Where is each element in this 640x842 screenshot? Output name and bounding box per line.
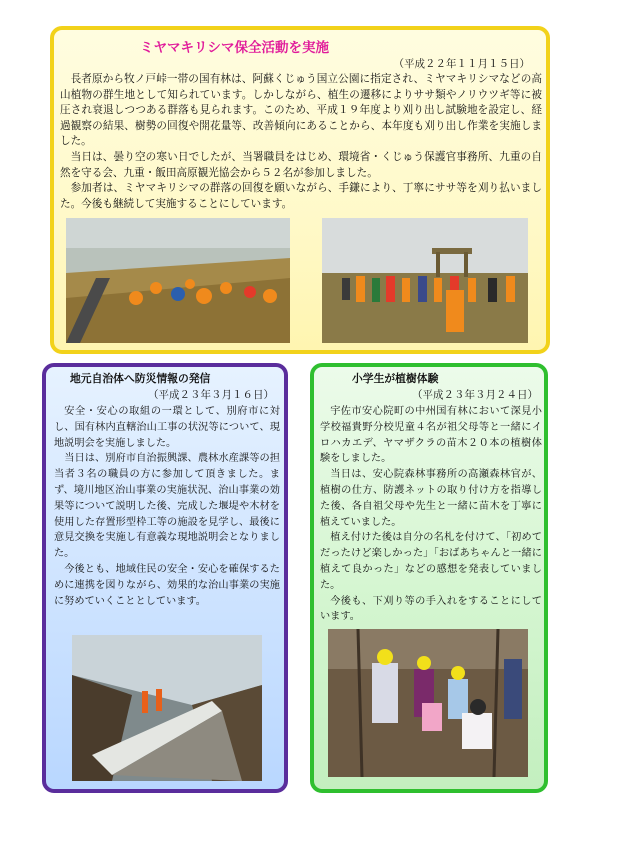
top-article-panel	[50, 26, 550, 354]
right-article-paragraph: 当日は、安心院森林事務所の高瀬森林官が、植樹の仕方、防護ネットの取り付け方を指導した後、各自祖父母や先生と一緒に苗木を丁寧に植えていました。	[320, 469, 542, 528]
top-article-paragraph: 当日は、曇り空の寒い日でしたが、当署職員をはじめ、環境省・くじゅう保護官事務所、九重の自然を守る会、九重・飯田高原観光協会から５２名が参加しました。	[60, 150, 542, 179]
right-article-paragraph: 今後も、下刈り等の手入れをすることにしています。	[320, 595, 542, 623]
left-article-paragraph: 安全・安心の取組の一環として、別府市に対し、国有林内直轄治山工事の状況等について、現地説明会を実施しました。	[54, 406, 280, 449]
left-article-date: （平成２３年３月１６日）	[148, 389, 274, 401]
photo-erosion-control-dam	[72, 635, 262, 781]
left-article-paragraph: 今後とも、地域住民の安全・安心を確保するために連携を図りながら、効果的な治山事業の実施に努めていくこととしています。	[54, 563, 280, 607]
right-article-title: 小学生が植樹体験	[352, 372, 439, 385]
right-article-paragraph: 宇佐市安心院町の中州国有林において深見小学校福貴野分校児童４名が祖父母等と一緒にイロハカエデ、ヤマザクラの苗木２０本の植樹体験をしました。	[320, 406, 542, 465]
photo-tree-planting	[328, 629, 528, 777]
top-article-body	[60, 72, 542, 212]
photo-group-gathering	[322, 218, 528, 343]
left-article-title: 地元自治体へ防災情報の発信	[70, 372, 211, 385]
top-article-paragraph: 長者原から牧ノ戸峠一帯の国有林は、阿蘇くじゅう国立公園に指定され、ミヤマキリシマなどの高山植物の群生地として知られています。しかしながら、植生の遷移によりササ類やノリウツギ等に被圧され衰退しつつある群落も見られます。このため、平成１９年度より刈り出し試験地を設定し、経過観察の結果、樹勢の回復や開花量等、改善傾向にあることから、本年度も刈り出し作業を実施しました。	[60, 73, 542, 148]
top-article-paragraph: 参加者は、ミヤマキリシマの群落の回復を願いながら、手鎌により、丁寧にササ等を刈り払いました。今後も継続して実施することにしています。	[60, 182, 542, 210]
right-article-panel	[310, 363, 548, 793]
left-article-panel	[42, 363, 288, 793]
right-article-date: （平成２３年３月２４日）	[412, 389, 538, 401]
top-article-date: （平成２２年１１月１５日）	[393, 58, 530, 70]
right-article-paragraph: 植え付けた後は自分の名札を付けて、「初めてだったけど楽しかった」「おばあちゃんと一緒に植えて良かった」などの感想を発表していました。	[320, 532, 542, 591]
photo-grass-cutting	[66, 218, 290, 343]
right-article-body	[320, 404, 542, 625]
left-article-body	[54, 404, 280, 609]
top-article-title: ミヤマキリシマ保全活動を実施	[140, 40, 329, 56]
left-article-paragraph: 当日は、別府市自治振興課、農林水産課等の担当者３名の職員の方に参加して頂きました。まず、境川地区治山事業の実施状況、治山事業の効果等について説明した後、完成した堰堤や木材を使用した存置形型枠工等の施設を見学し、最後に意見交換を実施し有意義な現地説明会となりました。	[54, 453, 280, 560]
